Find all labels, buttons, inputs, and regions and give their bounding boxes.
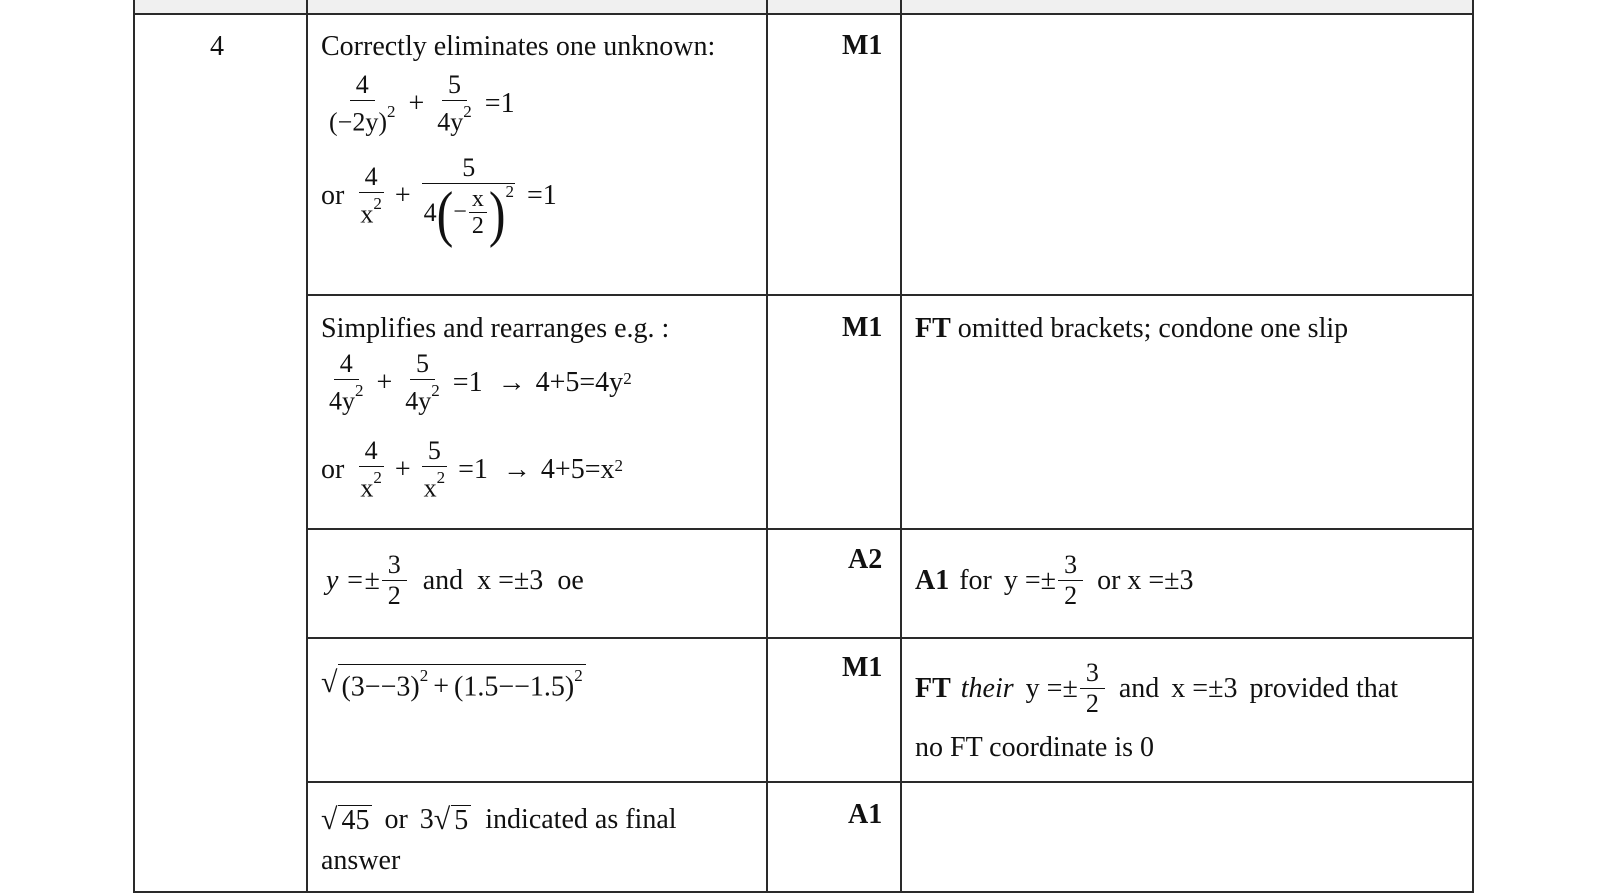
question-number: 4: [210, 31, 224, 62]
row-divider: [133, 891, 1474, 893]
row4-guidance: FT their y =± $\frac{3}{2}$ and x =±3 provided that: [915, 658, 1398, 718]
row-divider: [306, 528, 1474, 530]
row2-intro: Simplifies and rearranges e.g. :: [321, 313, 670, 344]
row5-final-answer-line2: answer: [321, 845, 401, 876]
row5-mark: A1: [848, 799, 883, 830]
row1-equation-2: or $\frac{4}{x^2}$ + 5 4 ( − $\frac{x}{2}$ ) 2 =1: [321, 153, 557, 248]
col-divider: [766, 0, 768, 893]
row-divider: [306, 781, 1474, 783]
row3-guidance: A1 for y =± $\frac{3}{2}$ or x =±3: [915, 550, 1194, 610]
row1-mark: M1: [842, 30, 883, 61]
col-divider: [133, 0, 135, 893]
row-divider: [306, 294, 1474, 296]
row3-answer: y =± $\frac{3}{2}$ and x =±3 oe: [326, 550, 584, 610]
row2-equation-2: or $\frac{4}{x^2}$ + $\frac{5}{x^2}$ =1 → 4+5=x 2: [321, 436, 624, 503]
col-divider: [1472, 0, 1474, 893]
row-divider: [133, 13, 1474, 15]
row4-mark: M1: [842, 652, 883, 683]
row3-mark: A2: [848, 544, 883, 575]
row1-equation-1: $\frac{4}{(-2y)^2}$ + $\frac{5}{4y^2}$ =1: [329, 70, 515, 137]
row-divider: [306, 637, 1474, 639]
row1-intro: Correctly eliminates one unknown:: [321, 31, 716, 62]
row4-distance-expression: √ $(3--3)^2 + (1.5--1.5)^2$: [321, 664, 586, 702]
row4-guidance-line2: no FT coordinate is 0: [915, 732, 1155, 763]
row2-equation-1: $\frac{4}{4y^2}$ + $\frac{5}{4y^2}$ =1 → 4+5=4y 2: [329, 349, 632, 416]
row2-mark: M1: [842, 312, 883, 343]
row5-final-answer: √ 45 or 3 √ 5 indicated as final: [321, 803, 677, 836]
col-divider: [900, 0, 902, 893]
col-divider: [306, 0, 308, 893]
row2-guidance: FT omitted brackets; condone one slip: [915, 313, 1349, 344]
table-header-strip: [133, 0, 1472, 13]
